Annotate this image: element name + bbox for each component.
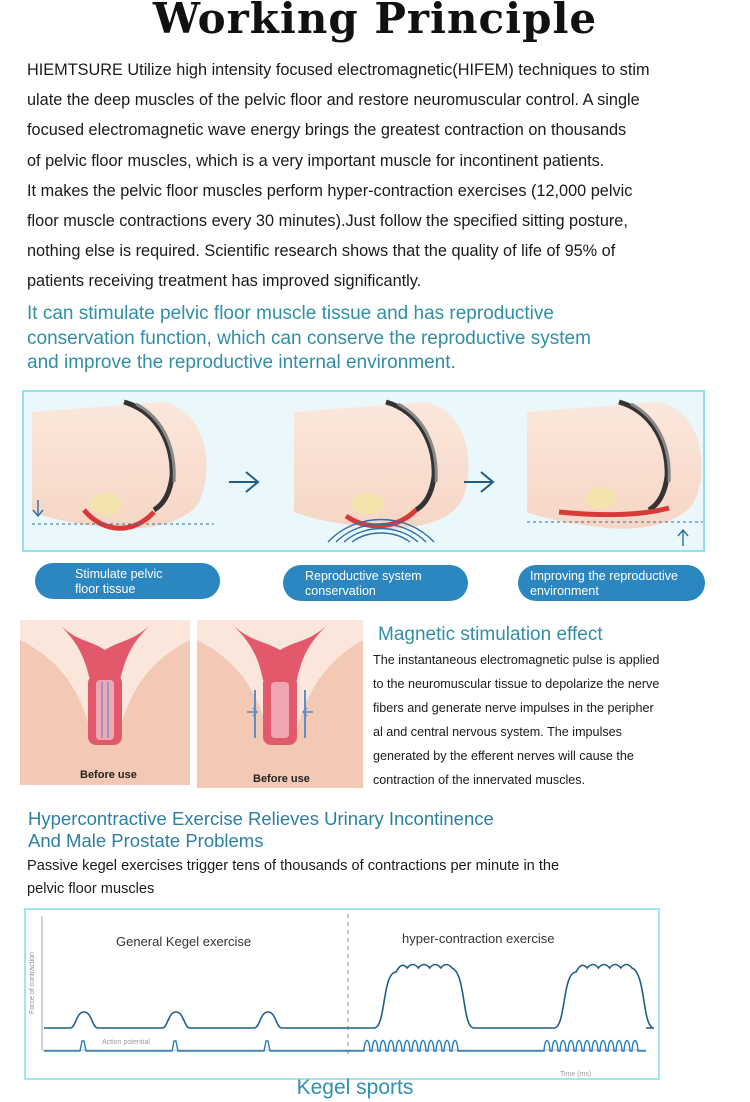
lead-paragraph: [27, 302, 717, 376]
passive-line: Passive kegel exercises trigger tens of thousands of contractions per minute in the: [27, 858, 560, 874]
footer-caption: Kegel sports: [296, 1076, 414, 1099]
magnetic-line: contraction of the innervated muscles.: [373, 773, 586, 787]
stage-pill-text: Improving the reproductive: [530, 569, 678, 583]
lead-line: conservation function, which can conserve the reproductive system: [27, 327, 591, 349]
intro-line: of pelvic floor muscles, which is a very important muscle for incontinent patients.: [27, 151, 605, 170]
pelvic-illustration-panel: [22, 390, 705, 552]
force-line: [44, 965, 654, 1029]
stage-pill-text: Reproductive system: [305, 569, 422, 583]
hyper-title-line: Hypercontractive Exercise Relieves Urinary Incontinence: [28, 808, 494, 829]
hyper-title-line: And Male Prostate Problems: [28, 830, 264, 851]
action-potential-label: Action potential: [102, 1039, 150, 1046]
magnetic-title: Magnetic stimulation effect: [378, 624, 603, 645]
lead-line: and improve the reproductive internal environment.: [27, 352, 456, 373]
intro-line: focused electromagnetic wave energy brings the greatest contraction on thousands: [27, 121, 627, 140]
pelvis-figure-2: [294, 402, 469, 542]
lead-line: It can stimulate pelvic floor muscle tissue and has reproductive: [27, 303, 554, 324]
passive-kegel-text: [27, 855, 647, 900]
magnetic-line: to the neuromuscular tissue to depolarize the nerve: [373, 677, 660, 691]
kegel-chart: [26, 910, 658, 1078]
pelvis-figure-1: [32, 402, 214, 529]
chart-left-title: General Kegel exercise: [116, 934, 252, 949]
intro-line: HIEMTSURE Utilize high intensity focused electromagnetic(HIFEM) techniques to stim: [27, 61, 650, 79]
arrow-right-icon: [229, 472, 258, 492]
comparison-caption: Before use: [253, 773, 310, 785]
intro-line: patients receiving treatment has improved significantly.: [27, 272, 422, 291]
passive-line: pelvic floor muscles: [27, 880, 155, 897]
intro-line: floor muscle contractions every 30 minutes).Just follow the specified sitting posture,: [27, 212, 628, 231]
comparison-caption: Before use: [80, 769, 137, 781]
intro-line: nothing else is required. Scientific research shows that the quality of life of 95% of: [27, 242, 616, 261]
page-title: Working Principle: [152, 0, 598, 43]
stage-pill-text: conservation: [305, 584, 376, 598]
before-use-illustration-left: [20, 620, 190, 785]
magnetic-line: al and central nervous system. The impulses: [373, 725, 622, 739]
kegel-chart-frame: [24, 908, 660, 1080]
magnetic-line: generated by the efferent nerves will cause the: [373, 749, 634, 763]
pelvic-illustration: [24, 392, 703, 550]
stage-pill-text: environment: [530, 584, 599, 598]
y-axis-label: Force of contraction: [29, 952, 36, 1014]
stage-pill-environment: [518, 565, 705, 601]
intro-line: ulate the deep muscles of the pelvic floor and restore neuromuscular control. A single: [27, 91, 640, 110]
x-axis-label: Time (ms): [560, 1071, 592, 1078]
stage-pill-text: floor tissue: [75, 582, 136, 596]
magnetic-line: The instantaneous electromagnetic pulse is applied: [373, 653, 660, 667]
intro-paragraph: [27, 55, 727, 297]
magnetic-line: fibers and generate nerve impulses in the peripher: [373, 701, 654, 715]
pelvis-figure-3: [527, 402, 703, 546]
magnetic-description: [373, 648, 713, 792]
stage-pill-stimulate: [35, 563, 220, 599]
hyper-title: [28, 808, 628, 852]
arrow-right-icon: [464, 472, 493, 492]
stage-pill-conservation: [283, 565, 468, 601]
stage-pill-text: Stimulate pelvic: [75, 567, 163, 581]
force-trace: [44, 965, 654, 1029]
intro-line: It makes the pelvic floor muscles perform hyper-contraction exercises (12,000 pelvic: [27, 181, 633, 200]
before-use-illustration-right: [197, 620, 363, 788]
chart-right-title: hyper-contraction exercise: [402, 931, 555, 946]
